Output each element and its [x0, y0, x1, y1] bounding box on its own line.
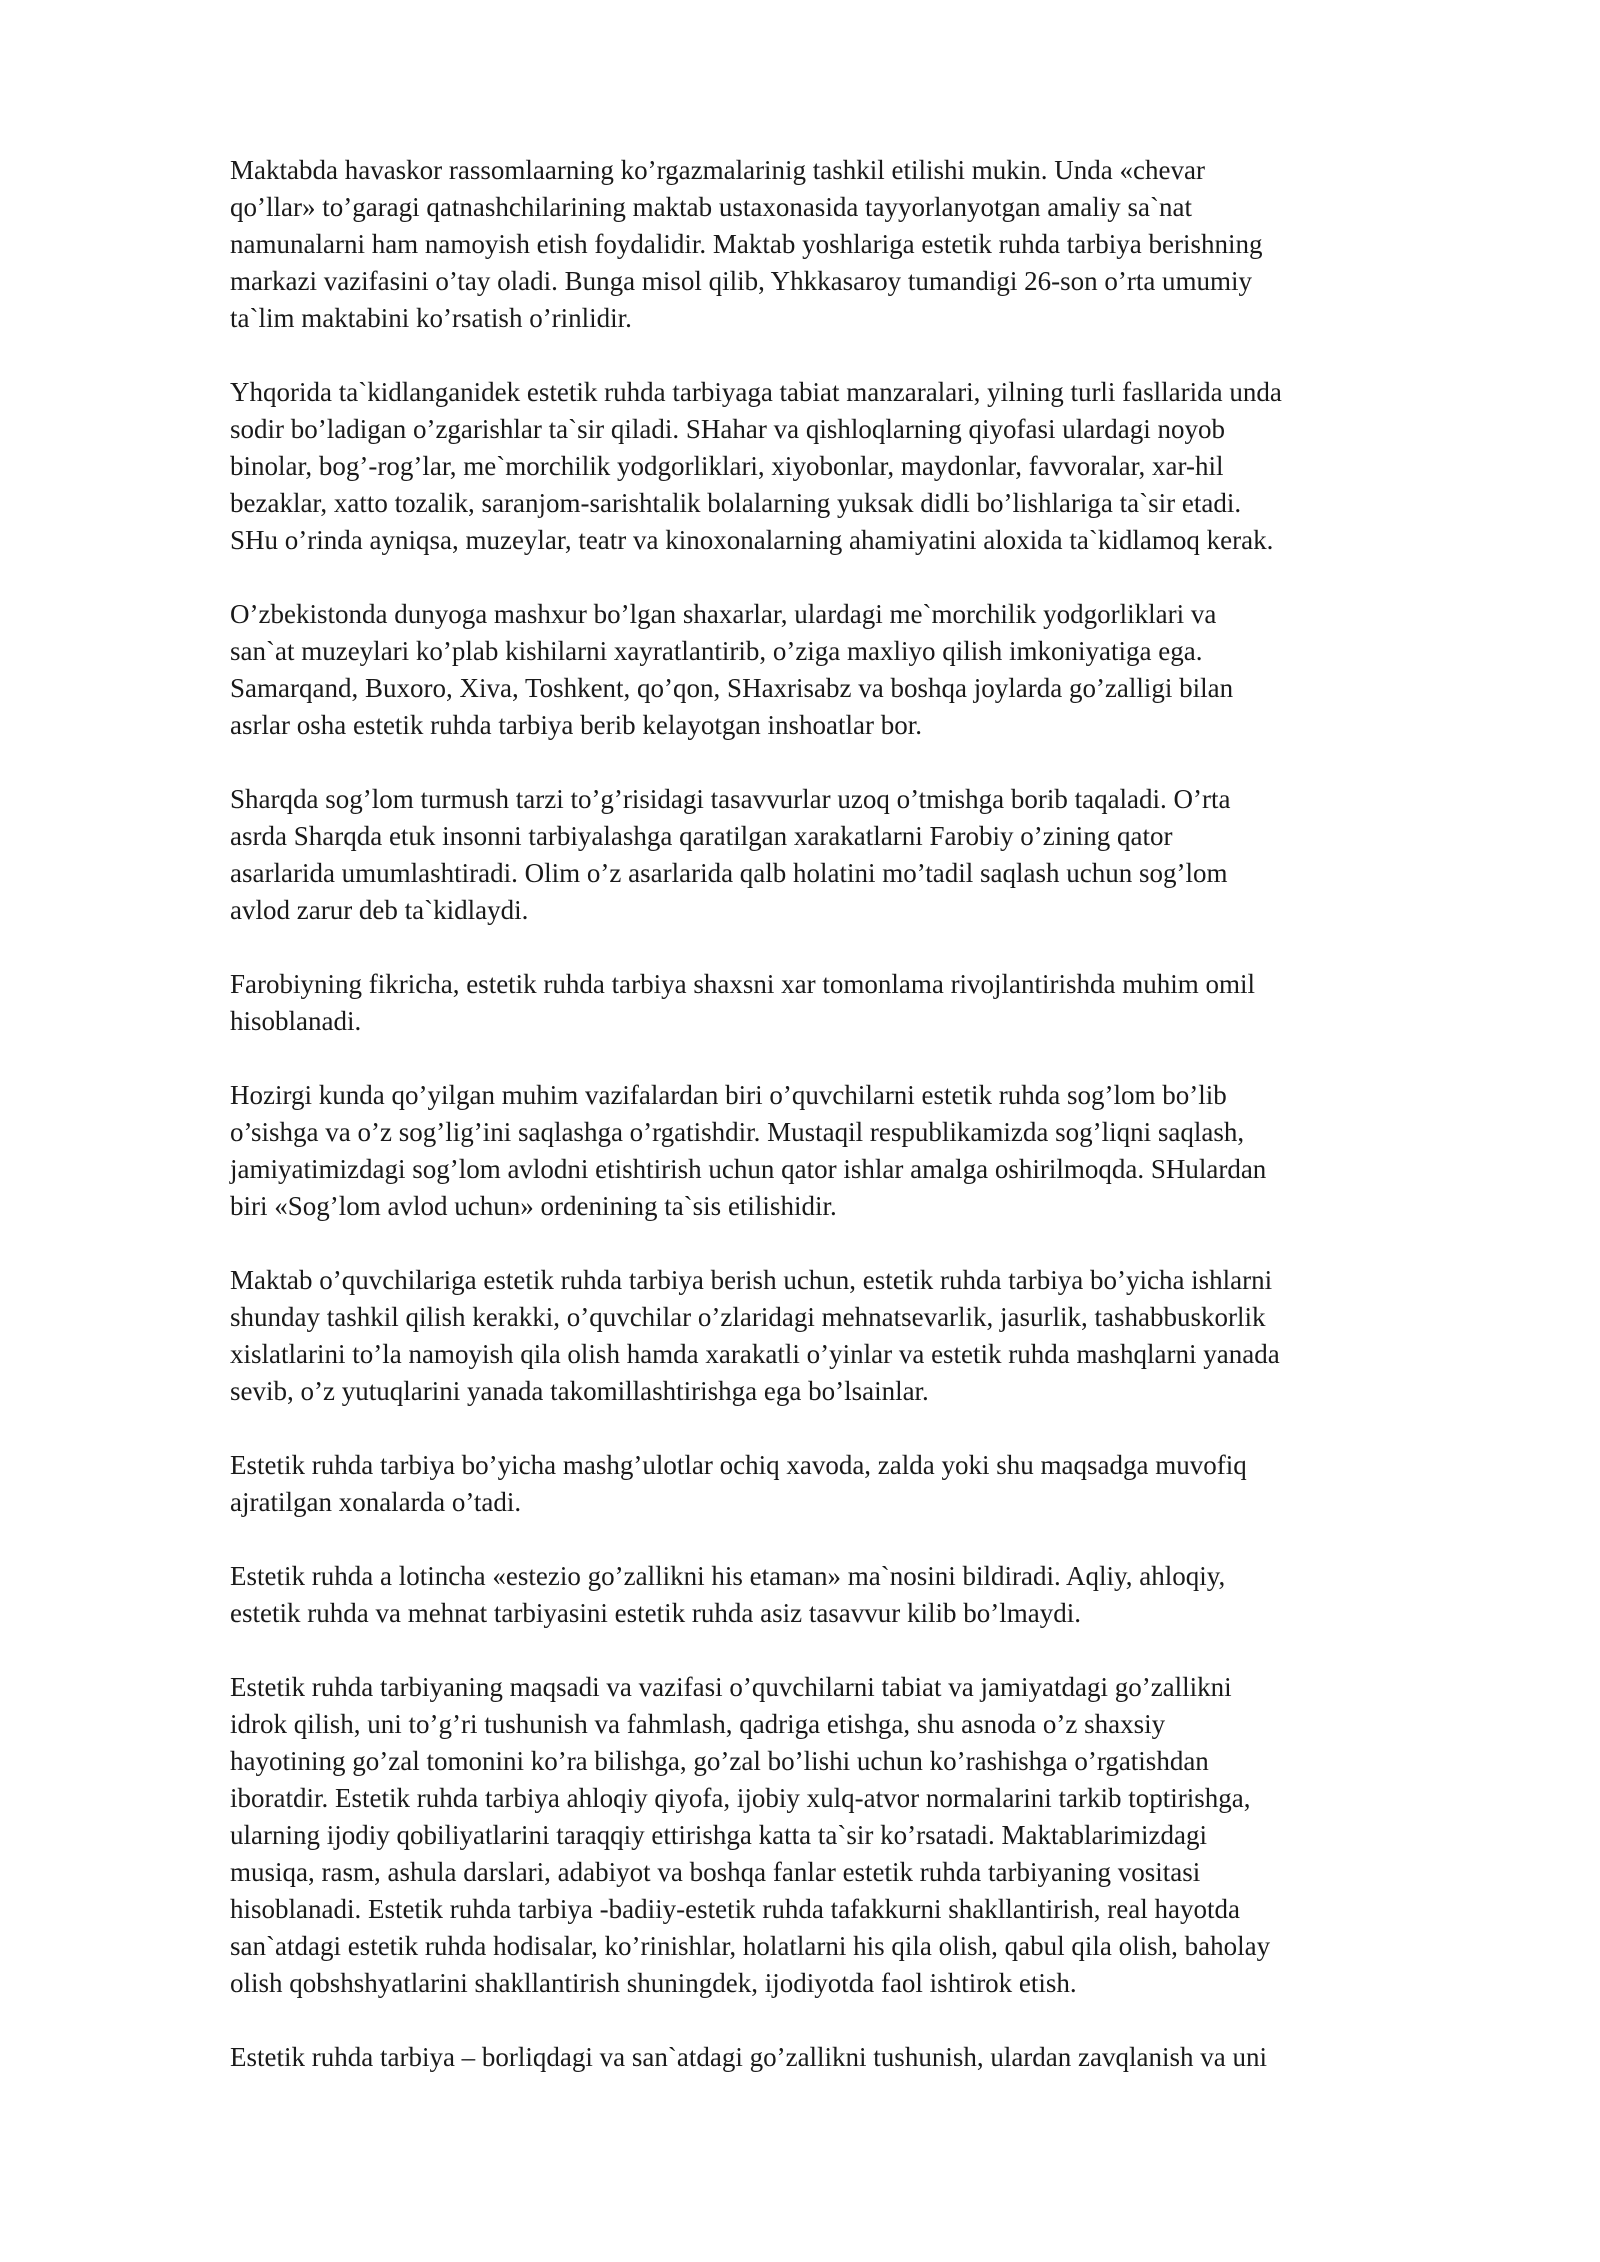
paragraph-1: Maktabda havaskor rassomlaarning ko’rgazmalarinig tashkil etilishi mukin. Unda «chevar qo’llar» to’garagi qatnashchilarining maktab ustaxonasida tayyorlanyotgan amaliy sa`nat namunalarni ham namoyish etish foydalidir. Maktab yoshlariga estetik ruhda tarbiya berishning markazi vazifasini o’tay oladi. Bunga misol qilib, Yhkkasaroy tumandigi 26-son o’rta umumiy ta`lim maktabini ko’rsatish o’rinlidir.	[230, 155, 1263, 333]
paragraph-9: Estetik ruhda a lotincha «estezio go’zallikni his etaman» ma`nosini bildiradi. Aqliy, ahloqiy, estetik ruhda va mehnat tarbiyasini estetik ruhda asiz tasavvur kilib bo’lmaydi.	[230, 1561, 1226, 1628]
paragraph-6: Hozirgi kunda qo’yilgan muhim vazifalardan biri o’quvchilarni estetik ruhda sog’lom bo’lib o’sishga va o’z sog’lig’ini saqlashga o’rgatishdir. Mustaqil respublikamizda sog’liqni saqlash, jamiyatimizdagi sog’lom avlodni etishtirish uchun qator ishlar amalga oshirilmoqda. SHulardan biri «Sog’lom avlod uchun» ordenining ta`sis etilishidir.	[230, 1080, 1267, 1221]
paragraph-7: Maktab o’quvchilariga estetik ruhda tarbiya berish uchun, estetik ruhda tarbiya bo’yicha ishlarni shunday tashkil qilish kerakki, o’quvchilar o’zlaridagi mehnatsevarlik, jasurlik, tashabbuskorlik xislatlarini to’la namoyish qila olish hamda xarakatli o’yinlar va estetik ruhda mashqlarni yanada sevib, o’z yutuqlarini yanada takomillashtirishga ega bo’lsainlar.	[230, 1265, 1280, 1406]
paragraph-10: Estetik ruhda tarbiyaning maqsadi va vazifasi o’quvchilarni tabiat va jamiyatdagi go’zallikni idrok qilish, uni to’g’ri tushunish va fahmlash, qadriga etishga, shu asnoda o’z shaxsiy hayotining go’zal tomonini ko’ra bilishga, go’zal bo’lishi uchun ko’rashishga o’rgatishdan iboratdir. Estetik ruhda tarbiya ahloqiy qiyofa, ijobiy xulq-atvor normalarini tarkib toptirishga, ularning ijodiy qobiliyatlarini taraqqiy ettirishga katta ta`sir ko’rsatadi. Maktablarimizdagi musiqa, rasm, ashula darslari, adabiyot va boshqa fanlar estetik ruhda tarbiyaning vositasi hisoblanadi. Estetik ruhda tarbiya -badiiy-estetik ruhda tafakkurni shakllantirish, real hayotda san`atdagi estetik ruhda hodisalar, ko’rinishlar, holatlarni his qila olish, qabul qila olish, baholay olish qobshshyatlarini shakllantirish shuningdek, ijodiyotda faol ishtirok etish.	[230, 1672, 1271, 1998]
paragraph-11: Estetik ruhda tarbiya – borliqdagi va san`atdagi go’zallikni tushunish, ulardan zavqlanish va uni	[230, 2042, 1267, 2072]
paragraph-3: O’zbekistonda dunyoga mashxur bo’lgan shaxarlar, ulardagi me`morchilik yodgorliklari va san`at muzeylari ko’plab kishilarni xayratlantirib, o’ziga maxliyo qilish imkoniyatiga ega. Samarqand, Buxoro, Xiva, Toshkent, qo’qon, SHaxrisabz va boshqa joylarda go’zalligi bilan asrlar osha estetik ruhda tarbiya berib kelayotgan inshoatlar bor.	[230, 599, 1234, 740]
paragraph-2: Yhqorida ta`kidlanganidek estetik ruhda tarbiyaga tabiat manzaralari, yilning turli fasllarida unda sodir bo’ladigan o’zgarishlar ta`sir qiladi. SHahar va qishloqlarning qiyofasi ulardagi noyob binolar, bog’-rog’lar, me`morchilik yodgorliklari, xiyobonlar, maydonlar, favvoralar, xar-hil bezaklar, xatto tozalik, saranjom-sarishtalik bolalarning yuksak didli bo’lishlariga ta`sir etadi. SHu o’rinda ayniqsa, muzeylar, teatr va kinoxonalarning ahamiyatini aloxida ta`kidlamoq kerak.	[230, 377, 1282, 555]
paragraph-8: Estetik ruhda tarbiya bo’yicha mashg’ulotlar ochiq xavoda, zalda yoki shu maqsadga muvofiq ajratilgan xonalarda o’tadi.	[230, 1450, 1247, 1517]
document-body	[230, 152, 1502, 2113]
paragraph-4: Sharqda sog’lom turmush tarzi to’g’risidagi tasavvurlar uzoq o’tmishga borib taqaladi. O’rta asrda Sharqda etuk insonni tarbiyalashga qaratilgan xarakatlarni Farobiy o’zining qator asarlarida umumlashtiradi. Olim o’z asarlarida qalb holatini mo’tadil saqlash uchun sog’lom avlod zarur deb ta`kidlaydi.	[230, 784, 1231, 925]
paragraph-5: Farobiyning fikricha, estetik ruhda tarbiya shaxsni xar tomonlama rivojlantirishda muhim omil hisoblanadi.	[230, 969, 1256, 1036]
